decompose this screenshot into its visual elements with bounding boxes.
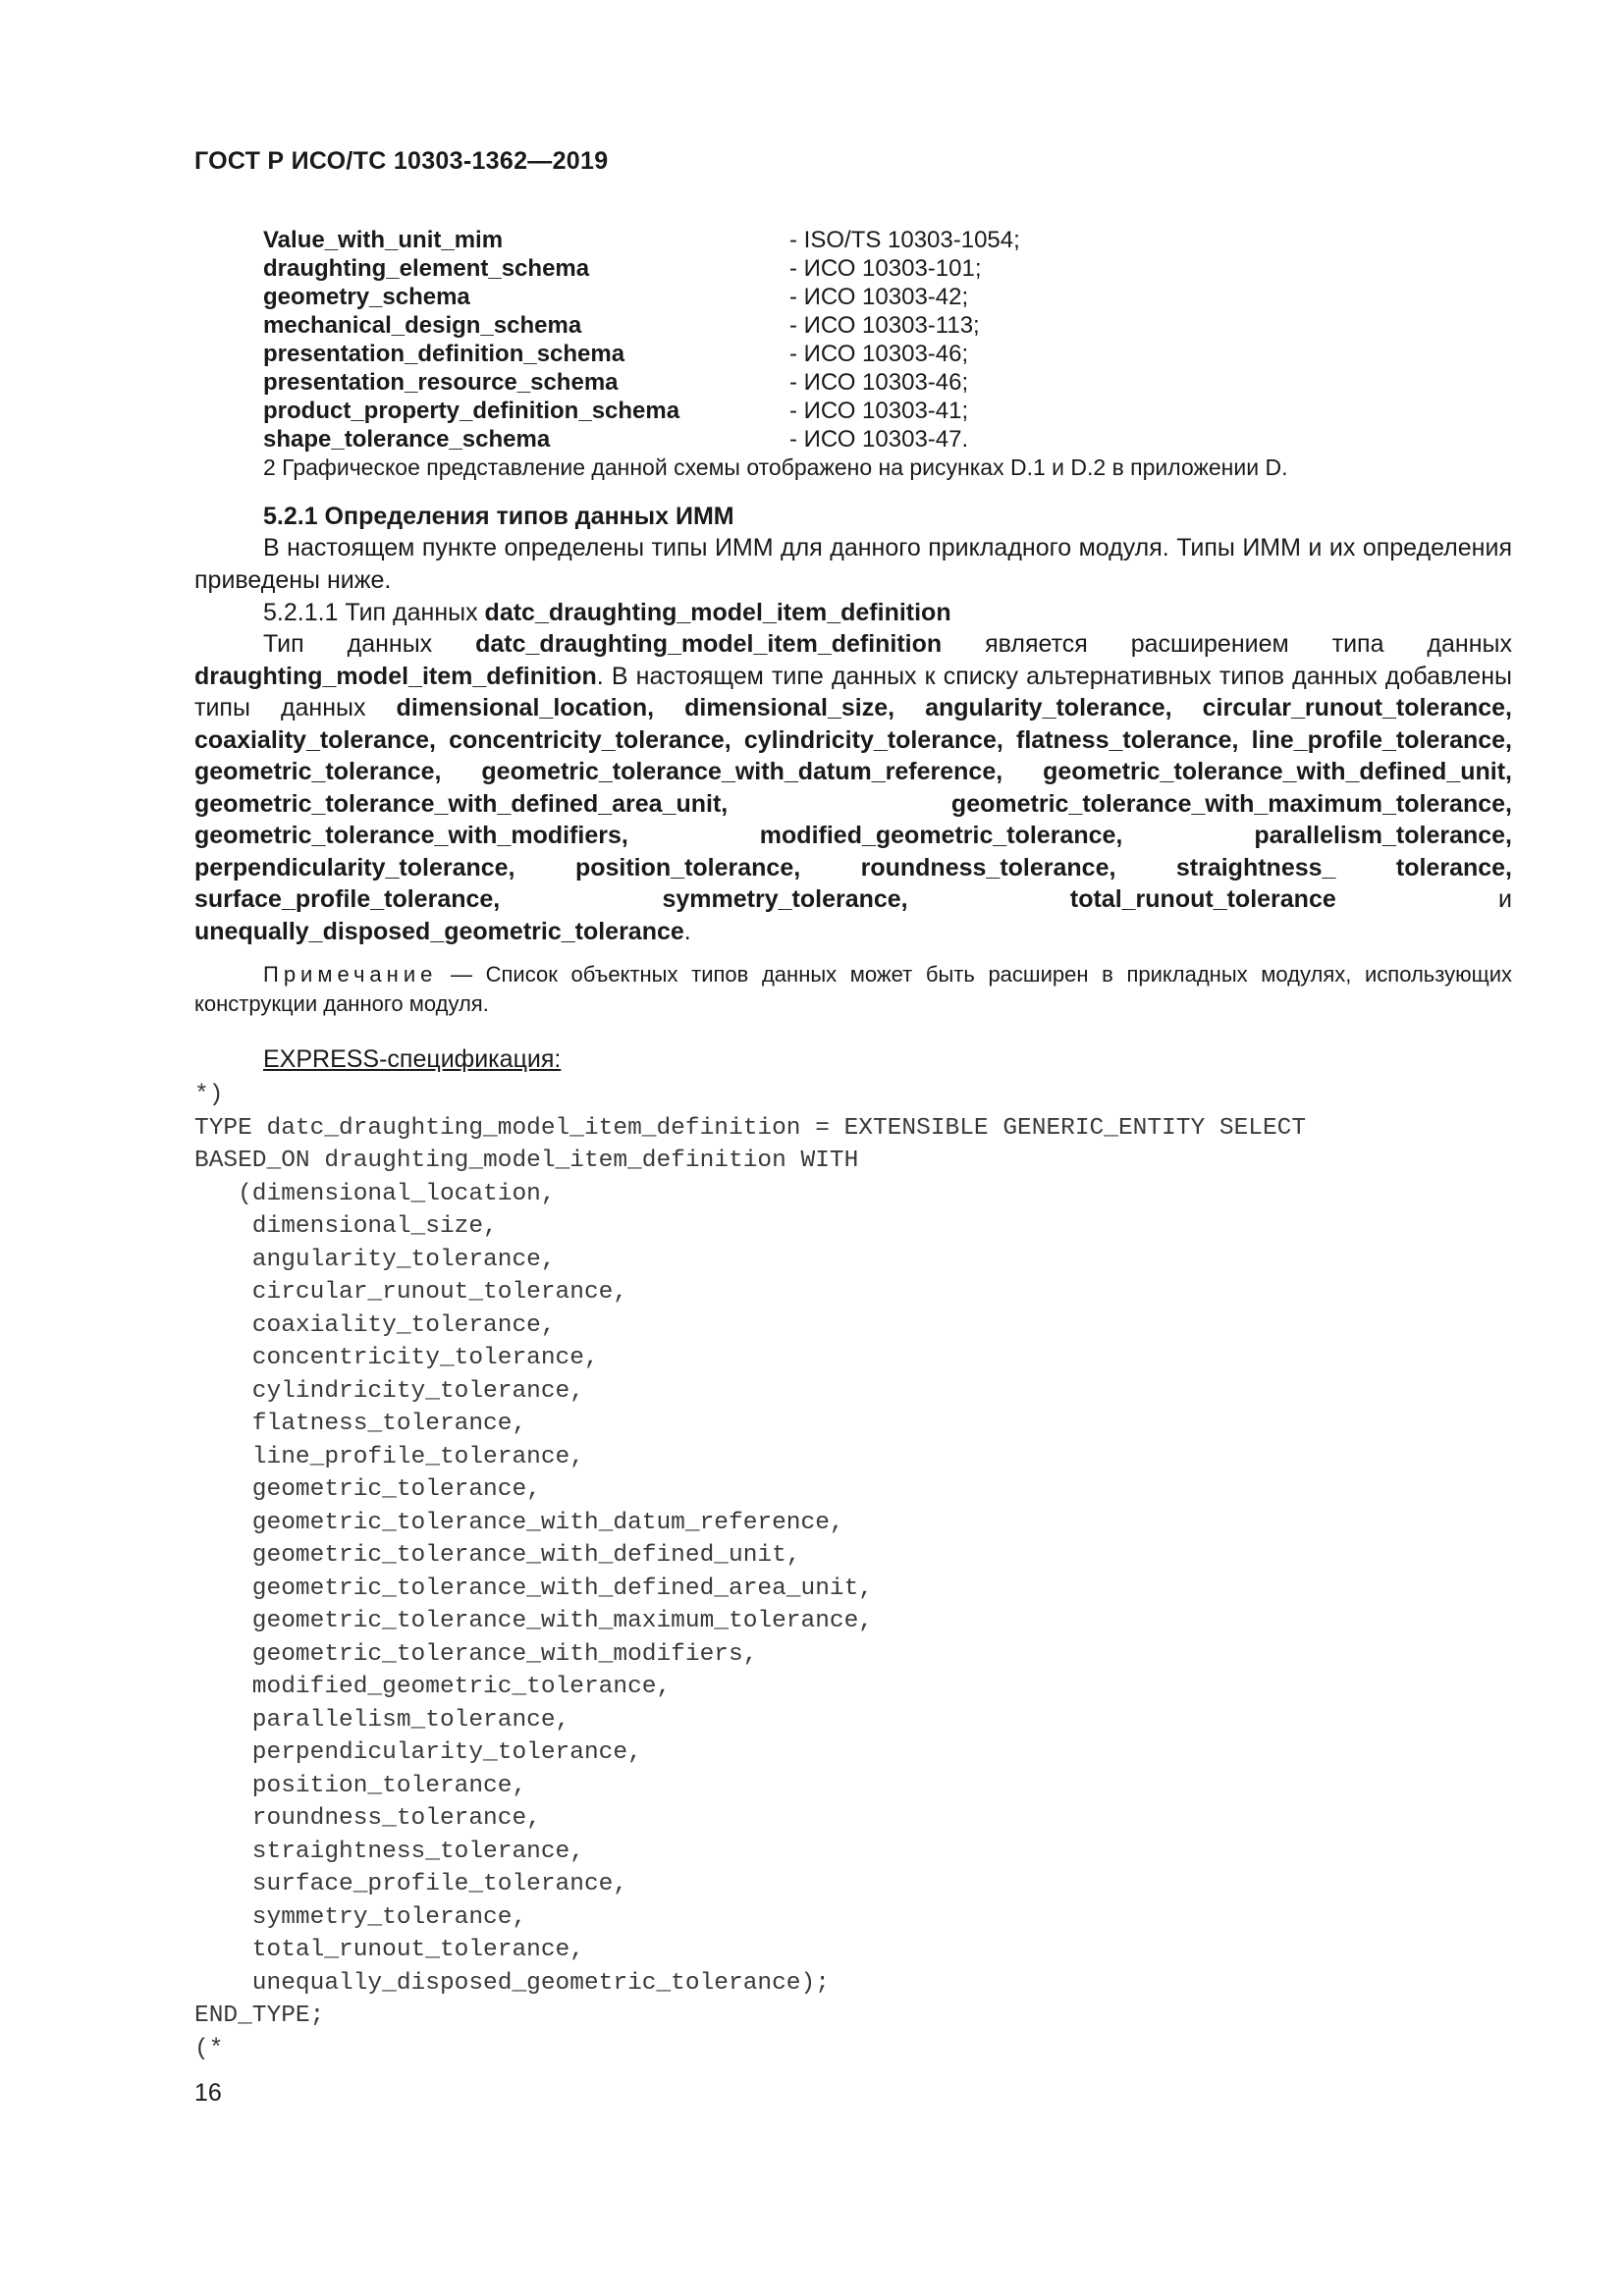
schema-name: shape_tolerance_schema [263, 426, 551, 453]
code-line: perpendicularity_tolerance, [194, 1739, 642, 1766]
code-line: concentricity_tolerance, [194, 1345, 599, 1371]
schema-name: presentation_definition_schema [263, 341, 625, 367]
schema-row [263, 226, 1245, 254]
code-line: geometric_tolerance_with_maximum_tolerance, [194, 1608, 874, 1634]
schema-ref: - ИСО 10303-41; [789, 398, 969, 424]
schema-ref: - ИСО 10303-46; [789, 369, 969, 396]
schema-row [263, 340, 1245, 368]
schema-name: Value_with_unit_mim [263, 227, 504, 253]
code-line: END_TYPE; [194, 2002, 325, 2029]
code-line: circular_runout_tolerance, [194, 1279, 628, 1306]
section-intro: В настоящем пункте определены типы ИММ для данного прикладного модуля. Типы ИММ и их определения приведены ниже. [194, 534, 1512, 594]
code-line: line_profile_tolerance, [194, 1443, 584, 1470]
schema-row [263, 311, 1245, 340]
section-title: 5.2.1 Определения типов данных ИММ [263, 503, 734, 530]
schema-reference-list [263, 226, 1245, 454]
schema-row [263, 283, 1245, 311]
schema-name: mechanical_design_schema [263, 312, 582, 339]
para-text: . В настоящем типе данных к списку альтернативных типов данных добавлены типы данных [194, 662, 1512, 721]
code-line: (dimensional_location, [194, 1180, 556, 1207]
code-line: surface_profile_tolerance, [194, 1871, 628, 1897]
para-text: . [683, 917, 691, 945]
schema-ref: - ИСО 10303-101; [789, 255, 982, 282]
code-line: parallelism_tolerance, [194, 1706, 570, 1734]
code-line: geometric_tolerance_with_modifiers, [194, 1640, 758, 1668]
code-line: flatness_tolerance, [194, 1411, 527, 1437]
schema-ref: - ИСО 10303-47. [789, 426, 969, 453]
schema-row [263, 368, 1245, 397]
subsection-type-name: datc_draughting_model_item_definition [484, 599, 951, 626]
para-text: и [1335, 885, 1512, 913]
subsection-title [263, 597, 951, 628]
code-line: straightness_tolerance, [194, 1838, 584, 1865]
para-type-name: datc_draughting_model_item_definition [475, 630, 943, 658]
schema-row [263, 425, 1245, 454]
express-code-block [194, 1079, 1306, 2065]
schema-row [263, 254, 1245, 283]
schema-row [263, 397, 1245, 425]
code-line: cylindricity_tolerance, [194, 1377, 584, 1405]
code-line: dimensional_size, [194, 1213, 498, 1240]
para-text: является расширением типа данных [942, 630, 1512, 658]
code-line: symmetry_tolerance, [194, 1903, 527, 1931]
schema-name: draughting_element_schema [263, 255, 590, 282]
code-line: *) [194, 1082, 224, 1108]
express-spec-label: EXPRESS-спецификация: [263, 1045, 562, 1073]
code-line: BASED_ON draughting_model_item_definition WITH [194, 1148, 859, 1174]
schema-name: geometry_schema [263, 284, 470, 310]
code-line: position_tolerance, [194, 1772, 527, 1799]
schema-ref: - ИСО 10303-42; [789, 284, 969, 310]
code-line: geometric_tolerance_with_defined_unit, [194, 1542, 801, 1569]
note-label: Примечание [263, 962, 438, 987]
code-line: coaxiality_tolerance, [194, 1311, 556, 1339]
para-type-list: dimensional_location, dimensional_size, angularity_tolerance, circular_runout_tolerance, coaxiality_tolerance, concentricity_tolerance, cylindricity_tolerance, flatness_tolerance, line_profile_tolerance, geometric_tolerance, geometric_tolerance_with_datum_reference, geometric_tolerance_with_defined_unit, geometric_tolerance_with_defined_area_unit, geometric_tolerance_with_maximum_tolerance, geometric_tolerance_with_modifiers, modified_geometric_tolerance, parallelism_tolerance, perpendicularity_tolerance, position_tolerance, roundness_tolerance, straightness_ tolerance, surface_profile_tolerance, symmetry_tolerance, total_runout_tolerance [194, 694, 1512, 913]
page-number: 16 [194, 2079, 222, 2107]
code-line: (* [194, 2035, 224, 2062]
para-base-type-name: draughting_model_item_definition [194, 662, 597, 690]
para-last-type-name: unequally_disposed_geometric_tolerance [194, 917, 684, 945]
schema-name: product_property_definition_schema [263, 398, 680, 424]
code-line: total_runout_tolerance, [194, 1937, 584, 1963]
schema-ref: - ИСО 10303-113; [789, 312, 980, 339]
document-header: ГОСТ Р ИСО/ТС 10303-1362—2019 [194, 147, 609, 175]
code-line: geometric_tolerance, [194, 1476, 541, 1503]
code-line: unequally_disposed_geometric_tolerance); [194, 1969, 830, 1997]
subsection-number: 5.2.1.1 Тип данных [263, 599, 485, 626]
code-line: TYPE datc_draughting_model_item_definition = EXTENSIBLE GENERIC_ENTITY SELECT [194, 1114, 1307, 1142]
code-line: geometric_tolerance_with_defined_area_unit, [194, 1575, 874, 1602]
para-text: Тип данных [263, 630, 476, 658]
figure-note: 2 Графическое представление данной схемы отображено на рисунках D.1 и D.2 в приложении D. [263, 454, 1288, 480]
schema-ref: - ИСО 10303-46; [789, 341, 969, 367]
code-line: roundness_tolerance, [194, 1805, 541, 1832]
code-line: angularity_tolerance, [194, 1246, 556, 1273]
code-line: geometric_tolerance_with_datum_reference, [194, 1509, 844, 1536]
note-text: — Список объектных типов данных может быть расширен в прикладных модулях, использующих конструкции данного модуля. [194, 962, 1512, 1016]
schema-ref: - ISO/TS 10303-1054; [789, 227, 1020, 253]
note [194, 960, 1512, 1019]
schema-name: presentation_resource_schema [263, 369, 619, 396]
type-definition-paragraph [194, 628, 1512, 947]
code-line: modified_geometric_tolerance, [194, 1674, 672, 1700]
